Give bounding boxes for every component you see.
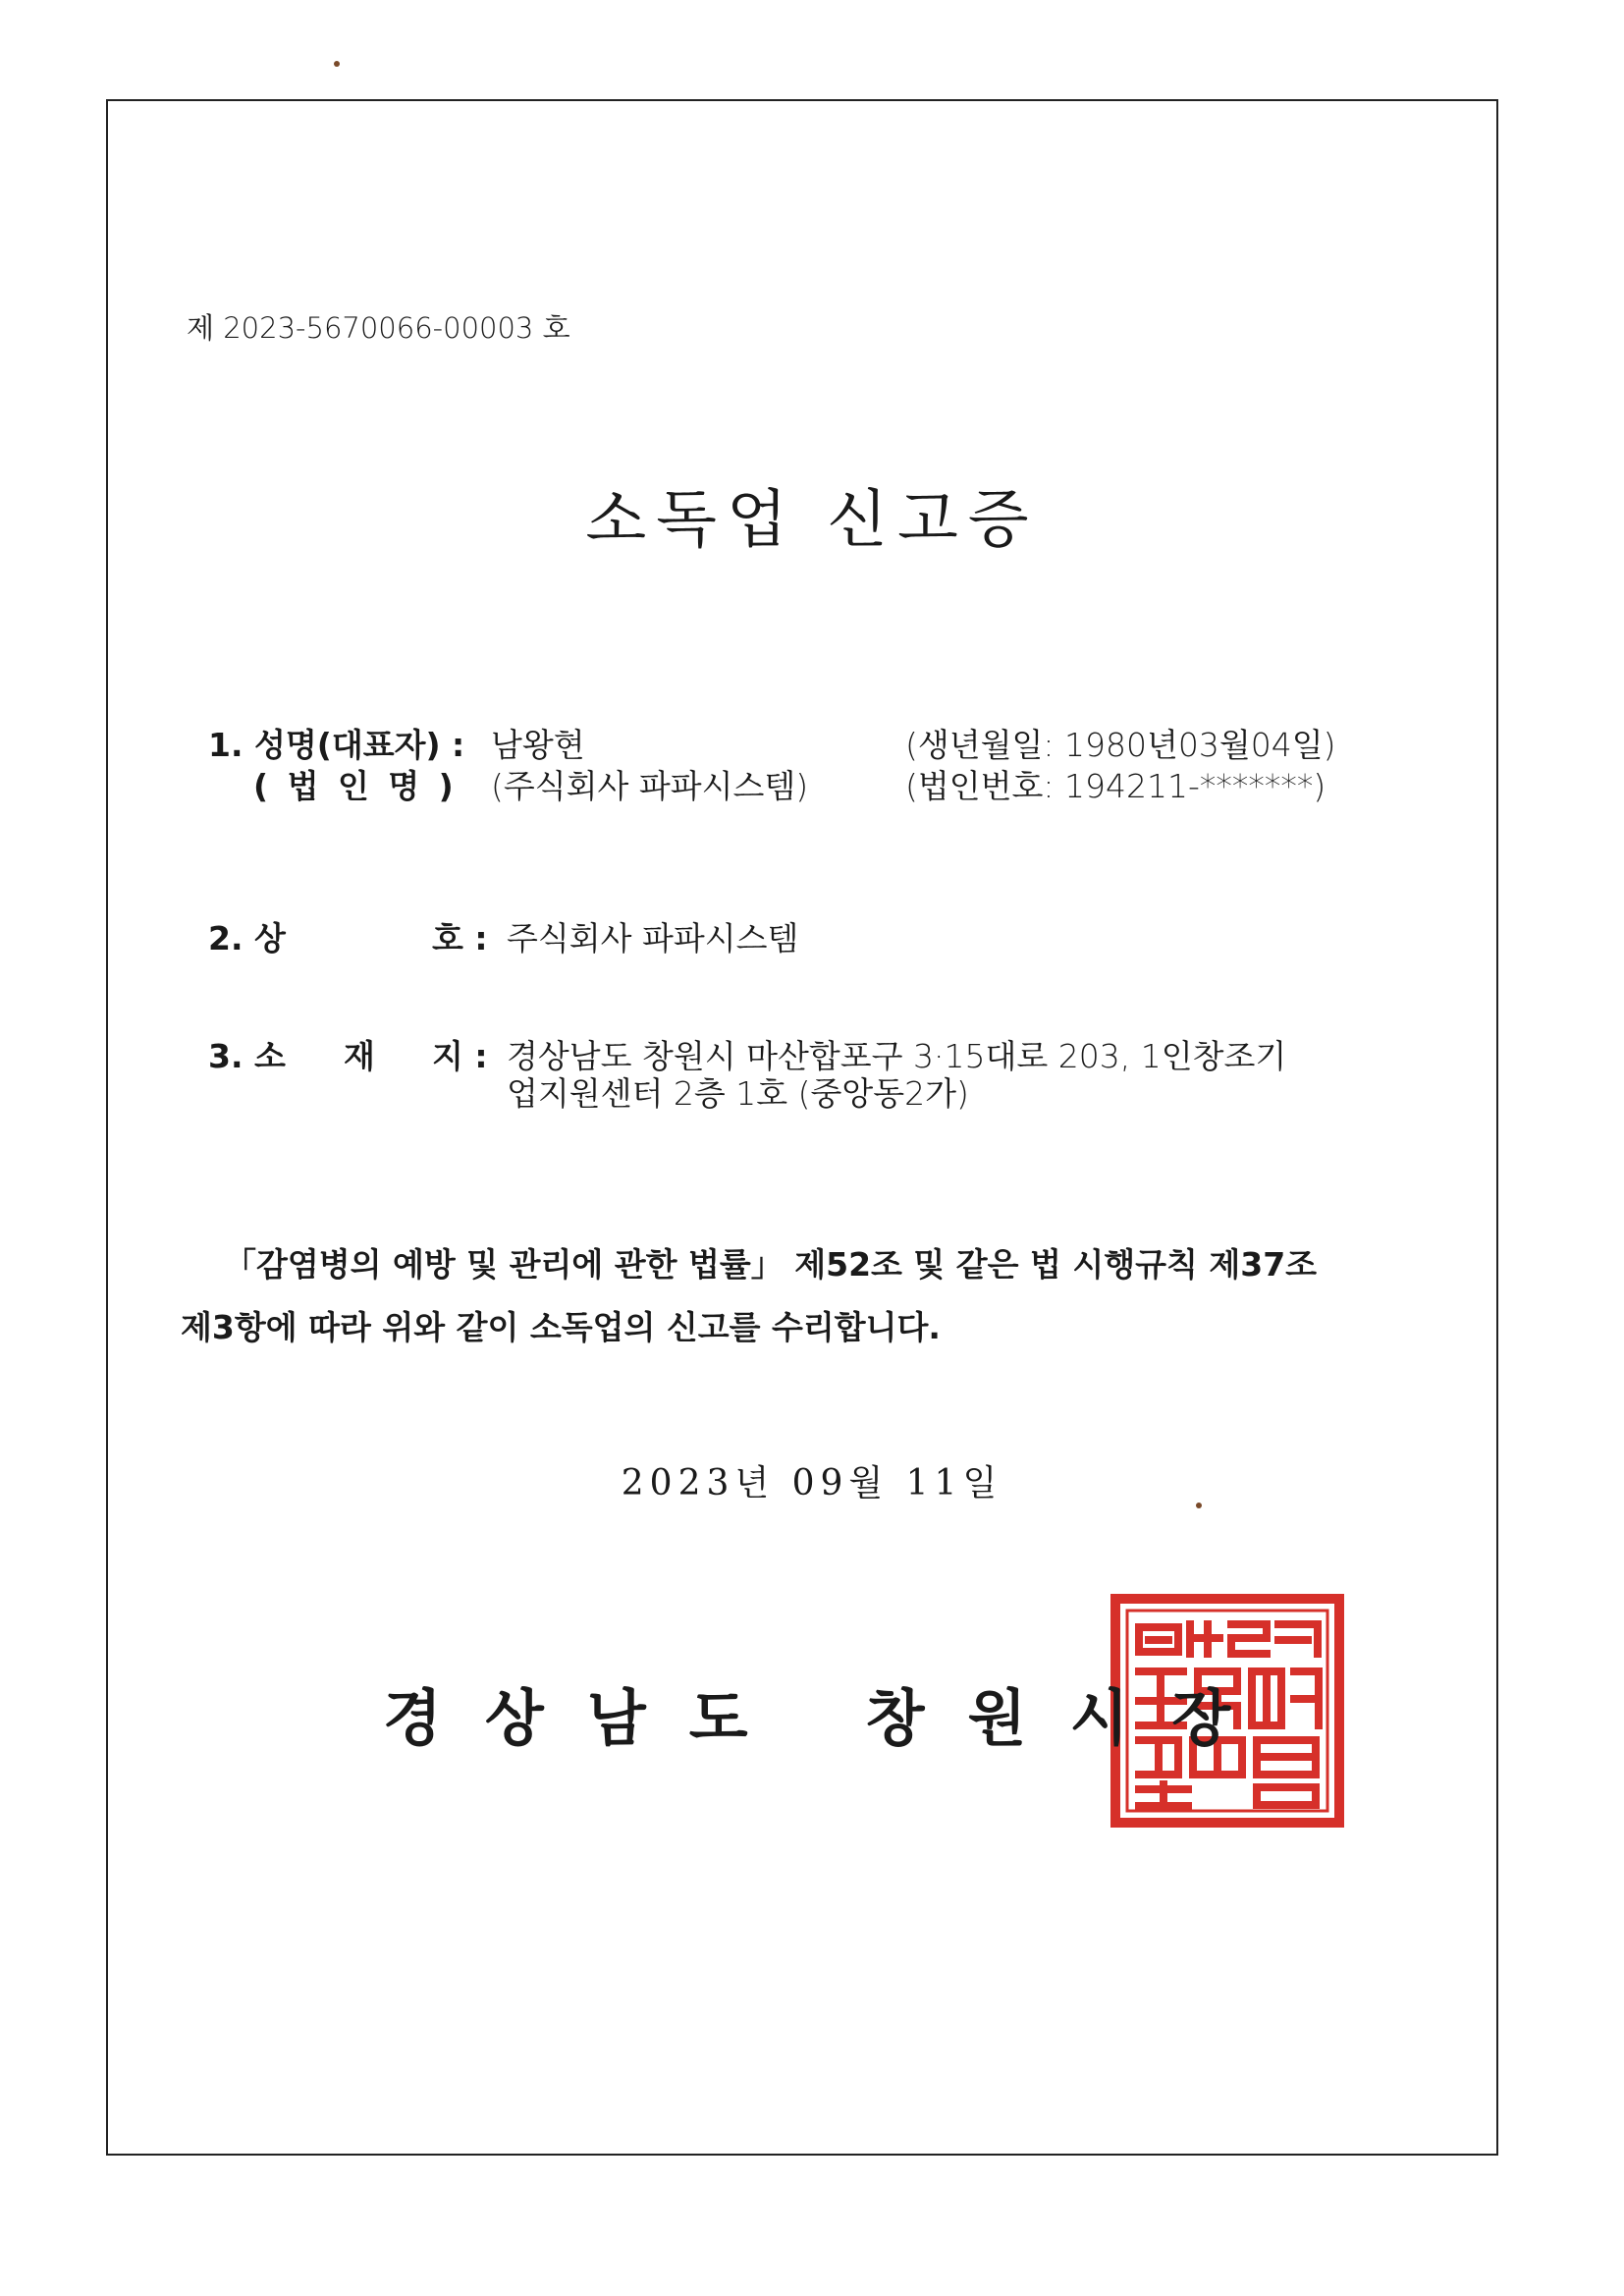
address-value-line1: 경상남도 창원시 마산합포구 3·15대로 203, 1인창조기 [507,1037,1287,1075]
scan-speck [1196,1503,1202,1508]
issuer-char: 창 [865,1682,925,1754]
issue-date: 2023년 09월 11일 [621,1463,1003,1503]
trade-name-value: 주식회사 파파시스템 [507,919,799,957]
issuer-char: 원 [967,1682,1027,1754]
name-label: 1. 성명(대표자) : [208,726,465,764]
address-label-mid: 재 [344,1037,375,1075]
document-title: 소독업 신고증 [585,484,1039,557]
issuer-char: 경 [383,1682,442,1754]
address-label: 3. 소 [208,1037,286,1075]
birthdate-value: (생년월일: 1980년03월04일) [905,726,1336,764]
issuer-char: 도 [688,1682,748,1754]
statement-line1: 「감염병의 예방 및 관리에 관한 법률」 제52조 및 같은 법 시행규칙 제37조 [224,1245,1318,1284]
trade-name-label-end: 호 : [432,919,488,957]
statement-line2: 제3항에 따라 위와 같이 소독업의 신고를 수리합니다. [181,1308,941,1346]
issuer-char: 남 [586,1682,646,1754]
corporate-number-value: (법인번호: 194211-*******) [905,767,1326,805]
issuer-char: 장 [1171,1682,1231,1754]
document-border [106,99,1498,2156]
issuer-char: 시 [1069,1682,1129,1754]
name-value: 남왕현 [491,726,585,764]
trade-name-label: 2. 상 [208,919,286,957]
corporate-name-label: ( 법 인 명 ) [253,767,458,805]
address-label-end: 지 : [432,1037,488,1075]
document-number: 제 2023-5670066-00003 호 [187,311,570,345]
address-value-line2: 업지원센터 2층 1호 (중앙동2가) [507,1074,969,1113]
issuer-name [383,1669,1230,1757]
issuer-char: 상 [484,1682,544,1754]
corporate-name-value: (주식회사 파파시스템) [491,767,809,805]
scan-speck [334,61,340,67]
